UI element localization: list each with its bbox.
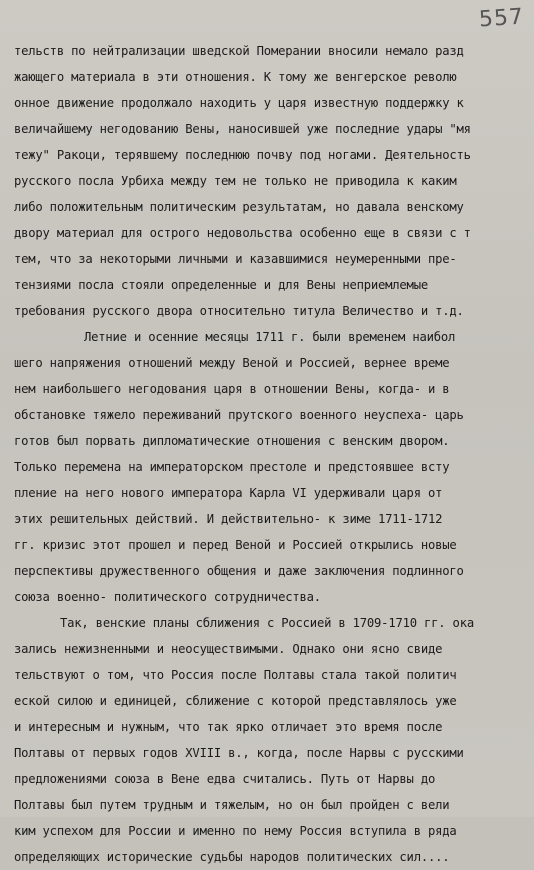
text-line: Полтавы был путем трудным и тяжелым, но он был пройден с вели [14,798,450,812]
text-line: тем, что за некоторыми личными и казавшимися неумеренными пре- [14,252,457,266]
text-line: Только перемена на императорском престоле и предстоявшее всту [14,460,450,474]
text-line: Полтавы от первых годов XVIII в., когда, после Нарвы с русскими [14,746,464,760]
text-line: этих решительных действий. И действительно- к зиме 1711-1712 [14,512,443,526]
text-line: готов был порвать дипломатические отношения с венским двором. [14,434,450,448]
text-line: шего напряжения отношений между Веной и Россией, вернее време [14,356,450,370]
text-line: нем наибольшего негодования царя в отношении Вены, когда- и в [14,382,450,396]
text-line: пление на него нового императора Карла VI удерживали царя от [14,486,443,500]
text-line: еской силою и единицей, сближение с которой представлялось уже [14,694,457,708]
text-line: тельств по нейтрализации шведской Померании вносили немало разд [14,44,464,58]
text-line: предложениями союза в Вене едва считались. Путь от Нарвы до [14,772,436,786]
text-line: величайшему негодованию Вены, наносившей уже последние удары "мя [14,122,471,136]
text-line: русского посла Урбиха между тем не только не приводила к каким [14,174,457,188]
text-line: онное движение продолжало находить у царя известную поддержку к [14,96,464,110]
text-line: жающего материала в эти отношения. К тому же венгерское револю [14,70,457,84]
typewritten-text-body [14,38,530,870]
text-line: гг. кризис этот прошел и перед Веной и Россией открылись новые [14,538,457,552]
text-line: тельствуют о том, что Россия после Полтавы стала такой политич [14,668,457,682]
text-line: требования русского двора относительно титула Величество и т.д. [14,304,464,318]
text-line: Так, венские планы сближения с Россией в 1709-1710 гг. ока [60,616,474,630]
text-line: обстановке тяжело переживаний прутского военного неуспеха- царь [14,408,464,422]
page-number: 557 [478,4,525,33]
text-line: ким успехом для России и именно по нему Россия вступила в ряда [14,824,457,838]
text-line: зались нежизненными и неосуществимыми. Однако они ясно свиде [14,642,443,656]
text-line: определяющих исторические судьбы народов политических сил.... [14,850,450,864]
text-line: союза военно- политического сотрудничества. [14,590,321,604]
text-line: тежу" Ракоци, терявшему последнюю почву под ногами. Деятельность [14,148,471,162]
text-line: Летние и осенние месяцы 1711 г. были временем наибол [84,330,456,344]
text-line: тензиями посла стояли определенные и для Вены неприемлемые [14,278,428,292]
text-line: перспективы дружественного общения и даже заключения подлинного [14,564,464,578]
text-line: либо положительным политическим результатам, но давала венскому [14,200,464,214]
text-line: двору материал для острого недовольства особенно еще в связи с т [14,226,471,240]
text-line: и интересным и нужным, что так ярко отличает это время после [14,720,443,734]
